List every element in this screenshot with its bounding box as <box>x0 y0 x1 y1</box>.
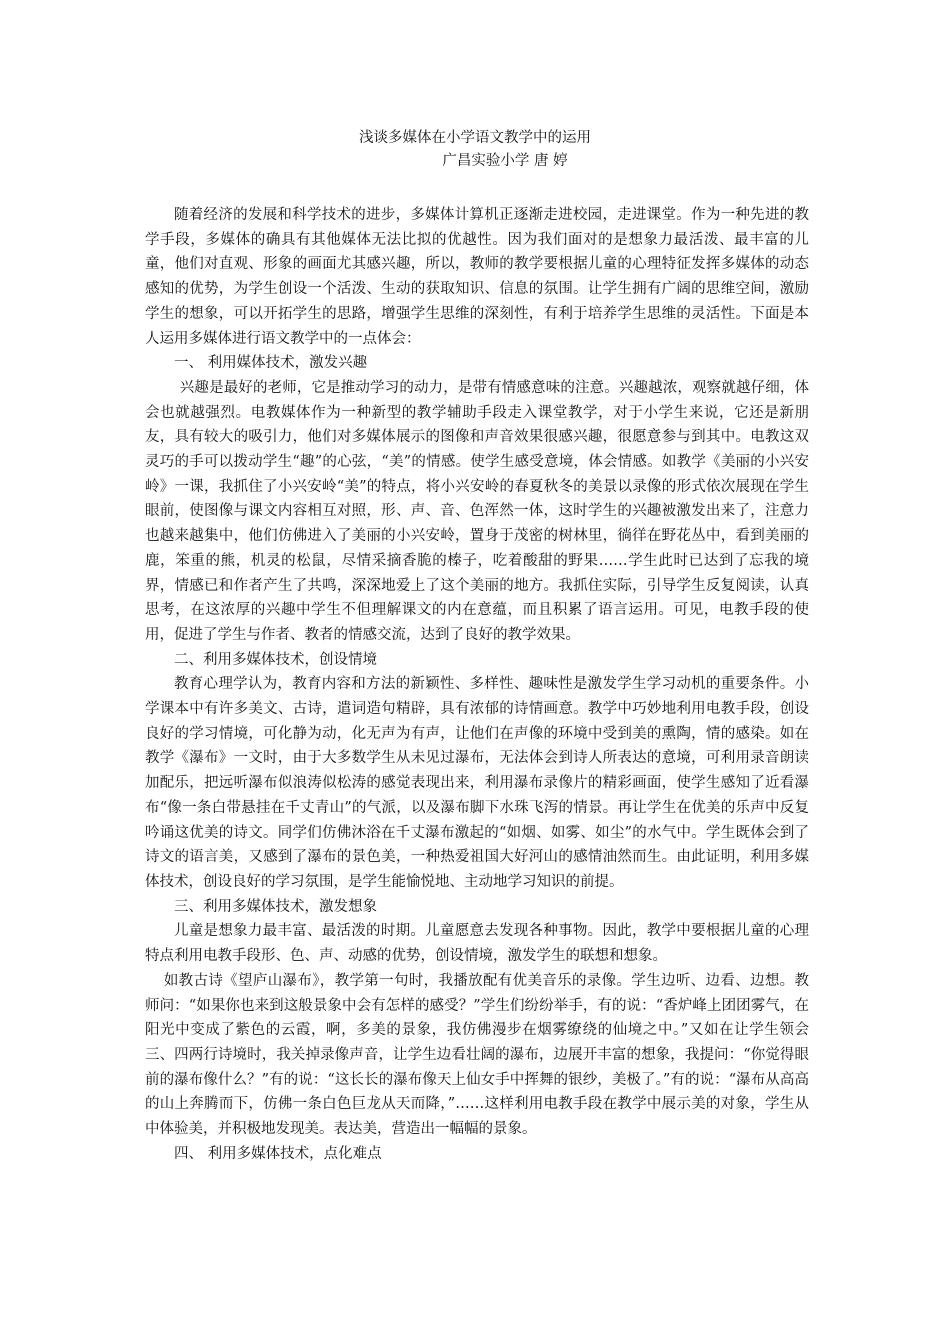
section-paragraph-3b: 如教古诗《望庐山瀑布》，教学第一句时，我播放配有优美音乐的录像。学生边听、边看、边想。教师问：“如果你也来到这般景象中会有怎样的感受？”学生们纷纷举手，有的说：“香炉峰上团团雾气，在阳光中变成了紫色的云霞，啊，多美的景象，我仿佛漫步在烟雾缭绕的仙境之中。”又如在让学生领会三、四两行诗境时，我关掉录像声音，让学生边看壮阔的瀑布，边展开丰富的想象，我提问：“你觉得眼前的瀑布像什么？”有的说：“这长长的瀑布像天上仙女手中挥舞的银纱，美极了。”有的说：“瀑布从高高的山上奔腾而下，仿佛一条白色巨龙从天而降，”……这样利用电教手段在教学中展示美的对象，学生从中体验美，并积极地发现美。表达美，营造出一幅幅的景象。 <box>145 972 809 1138</box>
intro-paragraph: 随着经济的发展和科学技术的进步，多媒体计算机正逐渐走进校园，走进课堂。作为一种先进的教学手段，多媒体的确具有其他媒体无法比拟的优越性。因为我们面对的是想象力最活泼、最丰富的儿童，他们对直观、形象的画面尤其感兴趣，所以，教师的教学要根据儿童的心理特征发挥多媒体的动态感知的优势，为学生创设一个活泼、生动的获取知识、信息的氛围。让学生拥有广阔的思维空间，激励学生的想象，可以开拓学生的思路，增强学生思维的深刻性，有利于培养学生思维的灵活性。下面是本人运用多媒体进行语文教学中的一点体会： <box>145 207 809 347</box>
section-paragraph-3a: 儿童是想象力最丰富、最活泼的时期。儿童愿意去发现各种事物。因此，教学中要根据儿童的心理特点利用电教手段形、色、声、动感的优势，创设情境，激发学生的联想和想象。 <box>145 923 809 965</box>
section-paragraph-1: 兴趣是最好的老师，它是推动学习的动力，是带有情感意味的注意。兴趣越浓，观察就越仔细，体会也就越强烈。电教媒体作为一种新型的教学辅助手段走入课堂教学，对于小学生来说，它还是新朋友，具有较大的吸引力，他们对多媒体展示的图像和声音效果很感兴趣，很愿意参与到其中。电教这双灵巧的手可以拨动学生“趣”的心弦，“美”的情感。使学生感受意境，体会情感。如教学《美丽的小兴安岭》一课，我抓住了小兴安岭“美”的特点，将小兴安岭的春夏秋冬的美景以录像的形式依次展现在学生眼前，使图像与课文内容相互对照，形、声、音、色浑然一体，这时学生的兴趣被激发出来了，注意力也越来越集中，他们仿佛进入了美丽的小兴安岭，置身于茂密的树林里，徜徉在野花丛中，看到美丽的鹿，笨重的熊，机灵的松鼠，尽情采摘香脆的榛子，吃着酸甜的野果……学生此时已达到了忘我的境界，情感已和作者产生了共鸣，深深地爱上了这个美丽的地方。我抓住实际，引导学生反复阅读，认真思考，在这浓厚的兴趣中学生不但理解课文的内在意蕴，而且积累了语言运用。可见，电教手段的使用，促进了学生与作者、教者的情感交流，达到了良好的教学效果。 <box>145 379 809 643</box>
document-body <box>145 203 809 1166</box>
section-heading-2: 二、利用多媒体技术，创设情境 <box>174 651 377 668</box>
document-title: 浅谈多媒体在小学语文教学中的运用 <box>359 130 591 146</box>
section-heading-1: 一、 利用媒体技术，激发兴趣 <box>174 355 368 372</box>
section-heading-3: 三、利用多媒体技术，激发想象 <box>174 898 377 915</box>
section-heading-4: 四、 利用多媒体技术，点化难点 <box>174 1145 382 1162</box>
document-author: 广昌实验小学 唐 婷 <box>442 153 568 169</box>
section-paragraph-2: 教育心理学认为，教育内容和方法的新颖性、多样性、趣味性是激发学生学习动机的重要条件。小学课本中有许多美文、古诗，遣词造句精辟，具有浓郁的诗情画意。教学中巧妙地利用电教手段，创设良好的学习情境，可化静为动，化无声为有声，让他们在声像的环境中受到美的熏陶，情的感染。如在教学《瀑布》一文时，由于大多数学生从未见过瀑布，无法体会到诗人所表达的意境，可利用录音朗读加配乐，把远听瀑布似浪涛似松涛的感觉表现出来，利用瀑布录像片的精彩画面，使学生感知了近看瀑布“像一条白带悬挂在千丈青山”的气派，以及瀑布脚下水珠飞泻的情景。再让学生在优美的乐声中反复吟诵这优美的诗文。同学们仿佛沐浴在千丈瀑布激起的“如烟、如雾、如尘”的水气中。学生既体会到了诗文的语言美，又感到了瀑布的景色美，一种热爱祖国大好河山的感情油然而生。由此证明，利用多媒体技术，创设良好的学习氛围，是学生能愉悦地、主动地学习知识的前提。 <box>145 676 809 890</box>
